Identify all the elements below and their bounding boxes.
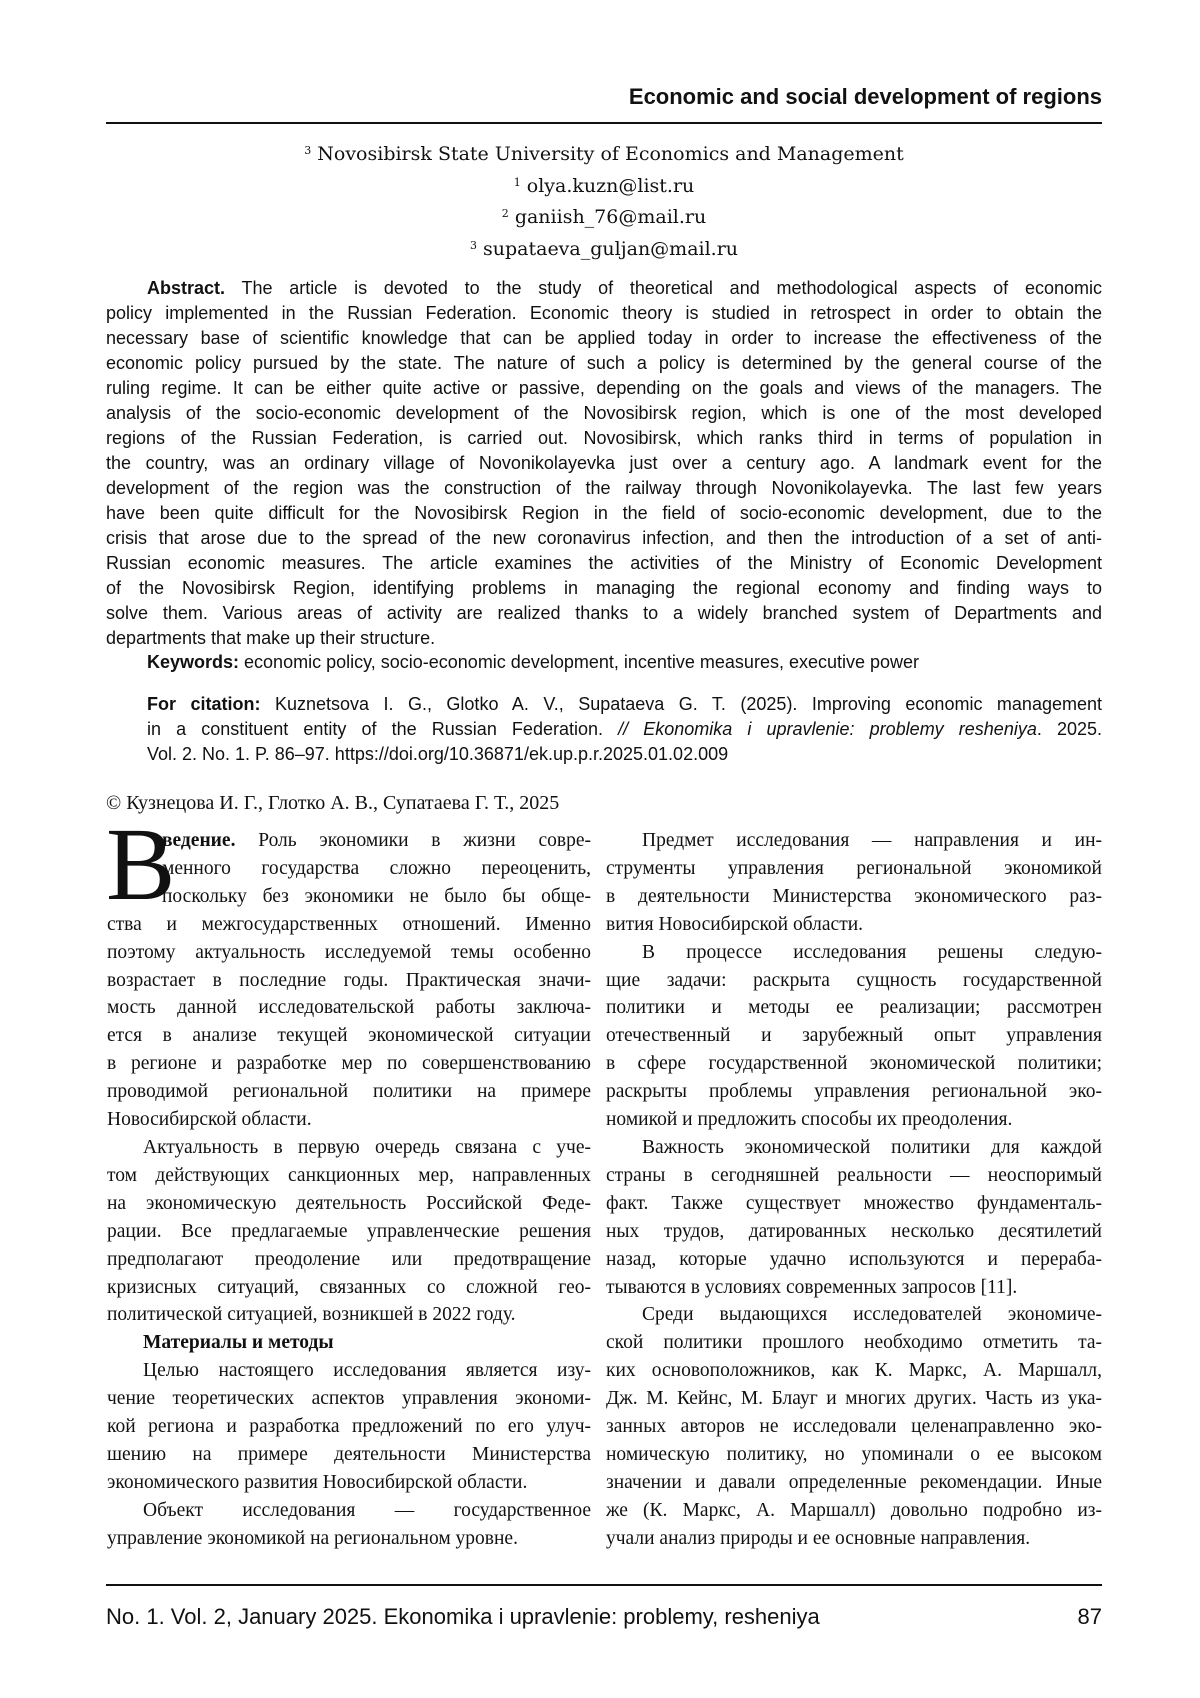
paragraph-line: [107, 1190, 591, 1218]
abstract-line: [106, 451, 1102, 476]
abstract-line: [106, 401, 1102, 426]
author-email: [106, 169, 1102, 201]
line-text: поскольку без экономики не было бы обще-: [162, 886, 591, 907]
paragraph-line: [606, 1134, 1102, 1162]
line-text: занных авторов не исследовали целенаправленно эко-: [606, 1416, 1102, 1437]
abstract-line: [106, 426, 1102, 451]
paragraph-line: [606, 1218, 1102, 1246]
footnote-mark: 1: [514, 176, 521, 189]
paragraph-line: [107, 1162, 591, 1190]
footnote-mark: 3: [304, 144, 311, 157]
line-text: чение теоретических аспектов управления экономи-: [107, 1388, 591, 1409]
line-text: поэтому актуальность исследуемой темы особенно: [107, 942, 591, 963]
paragraph-line: [107, 1078, 591, 1106]
line-text: значении и давали определенные рекомендации. Иные: [606, 1472, 1102, 1493]
abstract-line: [106, 326, 1102, 351]
line-text: на экономическую деятельность Российской Феде-: [107, 1193, 591, 1214]
paragraph-line: [107, 1246, 591, 1274]
paragraph-line: [606, 1190, 1102, 1218]
body-column-right: [606, 827, 1102, 1553]
paragraph-line: [107, 1497, 591, 1525]
email-text: supataeva_guljan@mail.ru: [483, 238, 738, 260]
footer-journal: No. 1. Vol. 2, January 2025. Ekonomika i upravlenie: problemy, resheniya: [106, 1604, 820, 1630]
citation-text: . 2025.: [1037, 719, 1102, 739]
paragraph-line: [107, 1106, 591, 1134]
abstract-text: departments that make up their structure.: [106, 628, 435, 648]
drop-cap: В: [106, 820, 175, 910]
paragraph-line: [107, 1441, 591, 1469]
paragraph-line: [606, 967, 1102, 995]
line-text: вития Новосибирской области.: [606, 914, 863, 935]
paragraph-line: [606, 1078, 1102, 1106]
paragraph-line: [606, 1162, 1102, 1190]
abstract-text: development of the region was the construction of the railway through Novonikolayevka. The last few years: [106, 478, 1102, 498]
paragraph-line: [606, 994, 1102, 1022]
abstract-text: the country, was an ordinary village of Novonikolayevka just over a century ago. A landmark event for the: [106, 453, 1102, 473]
citation-line: [147, 692, 1102, 717]
footer-rule: [106, 1584, 1102, 1586]
abstract-text: crisis that arose due to the spread of the new coronavirus infection, and then the introduction of a set of anti-: [106, 528, 1102, 548]
header-rule: [106, 122, 1102, 124]
line-text: Целью настоящего исследования является изу-: [143, 1360, 591, 1381]
abstract-text: economic policy pursued by the state. The nature of such a policy is determined by the general course of the: [106, 353, 1102, 373]
abstract-text: have been quite difficult for the Novosibirsk Region in the field of socio-economic development, due to the: [106, 503, 1102, 523]
abstract-text: analysis of the socio-economic development of the Novosibirsk region, which is one of the most developed: [106, 403, 1102, 423]
line-text: учали анализ природы и ее основные направления.: [606, 1528, 1030, 1549]
paragraph-line: [606, 1246, 1102, 1274]
line-text: политической ситуацией, возникшей в 2022 году.: [107, 1304, 516, 1325]
abstract-text: necessary base of scientific knowledge that can be applied today in order to increase the effectiveness of the: [106, 328, 1102, 348]
line-text: проводимой региональной политики на примере: [107, 1081, 591, 1102]
keywords: [147, 650, 1102, 675]
line-text: Материалы и методы: [143, 1332, 334, 1353]
paragraph-line: [107, 967, 591, 995]
abstract-line: [106, 501, 1102, 526]
body-column-left: [107, 827, 591, 1553]
line-text: номикой и предложить способы их преодоления.: [606, 1109, 1012, 1130]
citation-doi[interactable]: Vol. 2. No. 1. P. 86–97. https://doi.org/10.36871/ek.up.p.r.2025.01.02.009: [147, 742, 1102, 767]
abstract-text: regions of the Russian Federation, is carried out. Novosibirsk, which ranks third in terms of population in: [106, 428, 1102, 448]
line-text: Важность экономической политики для каждой: [642, 1137, 1102, 1158]
line-text: в деятельности Министерства экономического раз-: [606, 886, 1102, 907]
paragraph-line: [107, 1357, 591, 1385]
abstract-text: Russian economic measures. The article examines the activities of the Ministry of Economic Development: [106, 553, 1102, 573]
line-text: рации. Все предлагаемые управленческие решения: [107, 1221, 591, 1242]
abstract-text: policy implemented in the Russian Federation. Economic theory is studied in retrospect in order to obtain the: [106, 303, 1102, 323]
line-text: кой региона и разработка предложений по его улуч-: [107, 1416, 591, 1437]
line-text: шению на примере деятельности Министерства: [107, 1444, 591, 1465]
abstract-text: of the Novosibirsk Region, identifying problems in managing the regional economy and finding ways to: [106, 578, 1102, 598]
paragraph-line: [107, 939, 591, 967]
line-text: Актуальность в первую очередь связана с уче-: [143, 1137, 591, 1158]
citation-text: in a constituent entity of the Russian Federation.: [147, 719, 618, 739]
abstract-text: ruling regime. It can be either quite active or passive, depending on the goals and views of the managers. The: [106, 378, 1102, 398]
line-text: раскрыты проблемы управления региональной эко-: [606, 1081, 1102, 1102]
author-email: [106, 200, 1102, 232]
line-text: Новосибирской области.: [107, 1109, 312, 1130]
paragraph-line: [606, 1357, 1102, 1385]
abstract-line: [106, 601, 1102, 626]
paragraph-line: [107, 1134, 591, 1162]
affiliation-line: [106, 137, 1102, 169]
line-text: же (К. Маркс, А. Маршалл) довольно подробно из-: [606, 1500, 1102, 1521]
citation-line: [147, 717, 1102, 742]
email-text: olya.kuzn@list.ru: [527, 175, 695, 197]
line-text: струменты управления региональной экономикой: [606, 858, 1102, 879]
copyright: © Кузнецова И. Г., Глотко А. В., Супатаева Г. Т., 2025: [106, 792, 559, 815]
paragraph-line: [107, 1022, 591, 1050]
line-text: предполагают преодоление или предотвращение: [107, 1249, 591, 1270]
keywords-label: Keywords:: [147, 652, 239, 672]
affiliations: [106, 137, 1102, 263]
paragraph-line: [606, 1301, 1102, 1329]
line-text: номическую политику, но упоминали о ее высоком: [606, 1444, 1102, 1465]
paragraph-line: [107, 911, 591, 939]
page-number: 87: [1078, 1604, 1102, 1630]
line-text: щие задачи: раскрыта сущность государственной: [606, 970, 1102, 991]
footnote-mark: 3: [470, 239, 477, 252]
paragraph-line: [606, 855, 1102, 883]
abstract-line: [106, 376, 1102, 401]
paragraph-line: [606, 1329, 1102, 1357]
line-text: том действующих санкционных мер, направленных: [107, 1165, 591, 1186]
section-heading: [107, 1329, 591, 1357]
journal-name: // Ekonomika i upravlenie: problemy resheniya: [618, 719, 1037, 739]
paragraph-line: [606, 1050, 1102, 1078]
paragraph-line: [606, 1469, 1102, 1497]
line-text: Объект исследования — государственное: [143, 1500, 591, 1521]
abstract: [147, 276, 1102, 651]
line-text: возрастает в последние годы. Практическая значи-: [107, 970, 591, 991]
line-text: кризисных ситуаций, связанных со сложной гео-: [107, 1277, 591, 1298]
paragraph-line: [107, 1385, 591, 1413]
email-text: ganiish_76@mail.ru: [515, 206, 706, 228]
paragraph-line: [606, 1525, 1102, 1553]
abstract-line: [106, 476, 1102, 501]
paragraph-line: [606, 1106, 1102, 1134]
line-text: политики и методы ее реализации; рассмотрен: [606, 997, 1102, 1018]
paragraph-line: [606, 1022, 1102, 1050]
line-text: Среди выдающихся исследователей экономиче-: [642, 1304, 1102, 1325]
abstract-text: solve them. Various areas of activity are realized thanks to a widely branched system of Departments and: [106, 603, 1102, 623]
line-text: факт. Также существует множество фундаменталь-: [606, 1193, 1102, 1214]
line-text: ства и межгосударственных отношений. Именно: [107, 914, 591, 935]
paragraph-line: [107, 1525, 591, 1553]
paragraph-line: [107, 883, 591, 911]
abstract-line: [106, 351, 1102, 376]
abstract-line: [147, 276, 1102, 301]
lead-in: ведение.: [162, 830, 235, 851]
author-email: [106, 232, 1102, 264]
line-text: назад, которые удачно используются и перераба-: [606, 1249, 1102, 1270]
paragraph-line: [107, 827, 591, 855]
citation: [147, 692, 1102, 767]
citation-label: For citation:: [147, 694, 260, 714]
line-text: страны в сегодняшней реальности — неоспоримый: [606, 1165, 1102, 1186]
paragraph-line: [606, 1497, 1102, 1525]
line-text: Дж. М. Кейнс, М. Блауг и многих других. Часть из ука-: [606, 1388, 1102, 1409]
paragraph-line: [606, 1385, 1102, 1413]
line-text: ких основоположников, как К. Маркс, А. Маршалл,: [606, 1360, 1102, 1381]
line-text: Предмет исследования — направления и ин-: [642, 830, 1102, 851]
paragraph-line: [606, 911, 1102, 939]
paragraph-line: [606, 827, 1102, 855]
line-text: управление экономикой на региональном уровне.: [107, 1528, 518, 1549]
line-text: отечественный и зарубежный опыт управления: [606, 1025, 1102, 1046]
line-text: В процессе исследования решены следую-: [642, 942, 1102, 963]
paragraph-line: [107, 1050, 591, 1078]
footnote-mark: 2: [502, 207, 509, 220]
line-text: экономического развития Новосибирской области.: [107, 1472, 527, 1493]
abstract-line: [106, 576, 1102, 601]
abstract-line: [106, 551, 1102, 576]
paragraph-line: [107, 1469, 591, 1497]
citation-text: Kuznetsova I. G., Glotko A. V., Supataeva G. T. (2025). Improving economic management: [260, 694, 1102, 714]
paragraph-line: [606, 883, 1102, 911]
affiliation-text: Novosibirsk State University of Economics and Management: [317, 143, 904, 165]
line-text: ской политики прошлого необходимо отметить та-: [606, 1332, 1102, 1353]
paragraph-line: [606, 1413, 1102, 1441]
abstract-line: [106, 526, 1102, 551]
line-text: Роль экономики в жизни совре-: [235, 830, 591, 851]
paragraph-line: [606, 1441, 1102, 1469]
line-text: тываются в условиях современных запросов [11].: [606, 1277, 1017, 1298]
line-text: ется в анализе текущей экономической ситуации: [107, 1025, 591, 1046]
abstract-label: Abstract.: [147, 278, 225, 298]
abstract-line: [106, 301, 1102, 326]
line-text: в регионе и разработке мер по совершенствованию: [107, 1053, 591, 1074]
running-head: Economic and social development of regions: [629, 84, 1102, 110]
line-text: ных трудов, датированных несколько десятилетий: [606, 1221, 1102, 1242]
paragraph-line: [107, 1218, 591, 1246]
line-text: менного государства сложно переоценить,: [162, 858, 591, 879]
paragraph-line: [107, 994, 591, 1022]
paragraph-line: [107, 1413, 591, 1441]
paragraph-line: [606, 1274, 1102, 1302]
paragraph-line: [107, 855, 591, 883]
paragraph-line: [107, 1301, 591, 1329]
line-text: в сфере государственной экономической политики;: [606, 1053, 1102, 1074]
line-text: мость данной исследовательской работы заключа-: [107, 997, 591, 1018]
abstract-text: The article is devoted to the study of theoretical and methodological aspects of economic: [225, 278, 1102, 298]
keywords-text: economic policy, socio-economic development, incentive measures, executive power: [239, 652, 919, 672]
abstract-line: [106, 626, 1102, 651]
paragraph-line: [606, 939, 1102, 967]
paragraph-line: [107, 1274, 591, 1302]
